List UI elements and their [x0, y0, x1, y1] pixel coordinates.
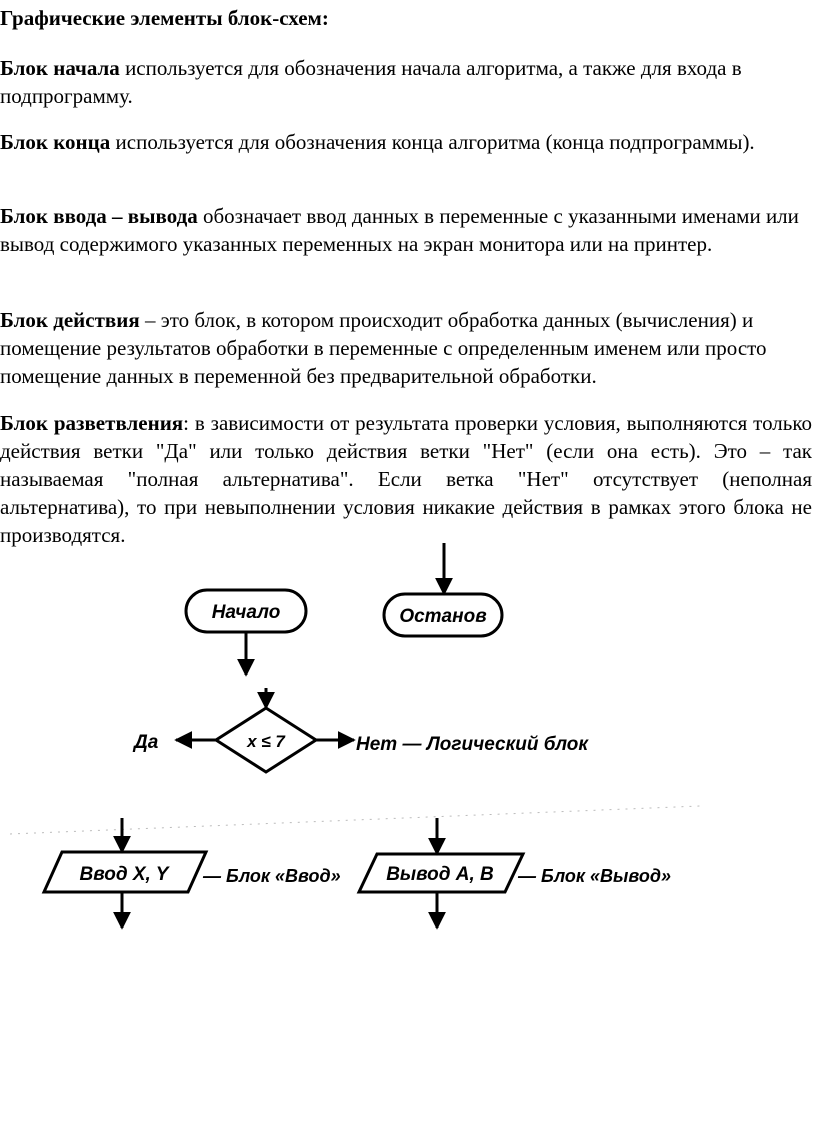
paragraph-start-block: [0, 54, 812, 110]
decision-block: [132, 688, 589, 772]
definition: – это блок, в котором происходит обработка данных (вычисления) и помещение результатов обработки в переменные с определенным именем или просто помещение данных в переменной без предварительной обработки.: [0, 308, 767, 388]
stop-block: [384, 543, 502, 636]
paragraph-action-block: [0, 306, 812, 390]
input-label: Ввод X, Y: [79, 864, 169, 885]
definition: используется для обозначения конца алгоритма (конца подпрограммы).: [110, 130, 755, 154]
stop-label: Останов: [399, 606, 487, 627]
term: Блок начала: [0, 56, 120, 80]
output-label: Вывод A, B: [386, 864, 494, 885]
paragraph-io-block: [0, 202, 812, 258]
yes-label: Да: [134, 732, 159, 753]
term: Блок действия: [0, 308, 140, 332]
flowchart-figure: [0, 535, 816, 935]
start-label: Начало: [211, 602, 281, 623]
definition: используется для обозначения начала алгоритма, а также для входа в подпрограмму.: [0, 56, 742, 108]
decision-condition: x ≤ 7: [247, 732, 285, 751]
paragraph-end-block: [0, 128, 812, 156]
input-caption: — Блок «Ввод»: [203, 866, 341, 886]
definition: обозначает ввод данных в переменные с указанными именами или вывод содержимого указанных переменных на экран монитора или на принтер.: [0, 204, 799, 256]
definition: в зависимости от результата проверки условия, выполняются только действия ветки "Да" или только действия ветки "Нет" (если она есть). Это – так называемая "полная альтернатива". Если ветка "Нет" отсутствует (неполная альтернатива), то при невыполнении условия никакие действия в рамках этого блока не производятся.: [0, 411, 812, 547]
page-title: Графические элементы блок-схем:: [0, 6, 329, 30]
term: Блок ввода – вывода: [0, 204, 198, 228]
no-label: Нет — Логический блок: [356, 734, 589, 755]
output-block: [359, 818, 671, 928]
scan-noise: [10, 806, 700, 834]
input-block: [44, 818, 341, 928]
paragraph-branch-block: [0, 409, 812, 549]
term: Блок конца: [0, 130, 111, 154]
start-block: [186, 590, 306, 675]
term-separator: :: [183, 411, 190, 435]
term: Блок разветвления: [0, 411, 184, 435]
output-caption: — Блок «Вывод»: [518, 866, 671, 886]
